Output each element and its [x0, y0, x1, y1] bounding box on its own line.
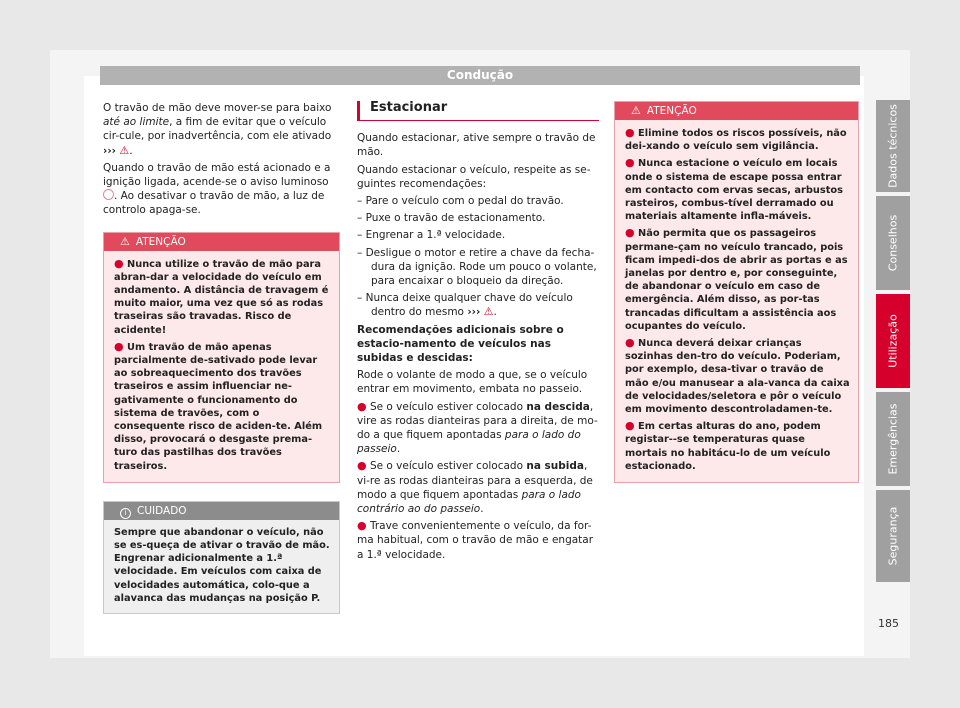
bullet-icon: ●: [357, 519, 367, 533]
paragraph-warning-light: Quando o travão de mão está acionado e a ignição ligada, acende-se o aviso luminoso . Ao desativar o travão de mão, a luz de controlo apaga-se.: [103, 161, 331, 217]
dash-item: – Pare o veículo com o pedal do travão.: [357, 195, 564, 208]
section-title: Estacionar: [357, 101, 599, 121]
column-left: [103, 101, 340, 614]
warning-box-header: ⚠ ATENÇÃO: [104, 233, 339, 251]
warning-item: ● Nunca utilize o travão de mão para abran-dar a velocidade do veículo em andamento. A distância de travagem é muito maior, uma vez que só as rodas traseiras são travadas. Risco de acidente!: [114, 256, 329, 336]
subheading: Recomendações adicionais sobre o estacio-namento de veículos nas subidas e descidas:: [357, 323, 564, 365]
dash-item: – Nunca deixe qualquer chave do veículo dentro do mesmo ››› ⚠.: [357, 292, 573, 319]
bullet-icon: ●: [625, 126, 635, 139]
warning-triangle-icon: ⚠: [119, 143, 130, 157]
bullet-icon: ●: [625, 419, 635, 433]
warning-box-body: [615, 120, 858, 482]
warning-triangle-icon: ⚠: [631, 104, 641, 117]
bullet-item: ● Trave convenientemente o veículo, da for-ma habitual, com o travão de mão e engatar a 1.ª velocidade.: [357, 519, 594, 561]
warning-item: ● Nunca estacione o veículo em locais onde o sistema de escape possa entrar em contacto com ervas secas, arbustos rasteiros, combus-tível derramado ou materiais altamente infla-máveis.: [625, 156, 843, 223]
handbrake-warning-light-icon: [103, 189, 114, 200]
dash-item: – Desligue o motor e retire a chave da fecha-dura da ignição. Rode um pouco o volante, para encaixar o bloqueio da direção.: [357, 246, 597, 288]
dash-item: – Puxe o travão de estacionamento.: [357, 212, 546, 225]
bullet-icon: ●: [625, 336, 635, 350]
page-number: 185: [878, 617, 899, 630]
bullet-item: ● Se o veículo estiver colocado na subida, vi-re as rodas dianteiras para a esquerda, de modo a que fiquem apontadas para o lado contrário ao do passeio.: [357, 459, 593, 516]
warning-box-header: ⚠ ATENÇÃO: [615, 102, 858, 120]
caution-box: [103, 501, 340, 614]
warning-box-body: [104, 251, 339, 482]
bullet-item: ● Se o veículo estiver colocado na descida, vire as rodas dianteiras para a direita, de mo-do a que fiquem apontadas para o lado do passeio.: [357, 399, 598, 456]
reference-arrows: ›››: [467, 306, 481, 319]
column-middle: [357, 101, 599, 565]
paragraph: Quando estacionar o veículo, respeite as se-guintes recomendações:: [357, 163, 591, 190]
tab-conselhos[interactable]: Conselhos: [876, 196, 910, 290]
warning-item: ● Elimine todos os riscos possíveis, não dei-xando o veículo sem vigilância.: [625, 126, 847, 153]
warning-box: [614, 101, 859, 483]
warning-item: ● Não permita que os passageiros permane-çam no veículo trancado, pois ficam impedi-dos de abrir as portas e as janelas por dentro e, por conseguinte, de abandonar o veículo em caso de emergência. Além disso, as por-tas trancadas dificultam a assistência aos ocupantes do veículo.: [625, 226, 848, 332]
warning-box: [103, 232, 340, 483]
bullet-icon: ●: [357, 459, 367, 473]
bullet-icon: ●: [114, 256, 124, 270]
paragraph-handbrake-release: O travão de mão deve mover-se para baixo até ao limite, a fim de evitar que o veículo cir-cule, por inadvertência, com ele ativado ››› ⚠.: [103, 102, 332, 157]
warning-item: ● Nunca deverá deixar crianças sozinhas den-tro do veículo. Poderiam, por exemplo, desa-tivar o travão de mão e/ou manusear a ala-vanca da caixa de velocidades/seletora e pôr o veículo em movimento descontroladamen-te.: [625, 336, 850, 416]
tab-dados-tecnicos[interactable]: Dados técnicos: [876, 100, 910, 192]
tab-emergencias[interactable]: Emergências: [876, 392, 910, 486]
warning-triangle-icon: ⚠: [483, 305, 494, 319]
bullet-icon: ●: [114, 339, 124, 353]
tab-utilizacao[interactable]: Utilização: [876, 294, 910, 388]
column-right: [614, 101, 859, 483]
caution-box-body: Sempre que abandonar o veículo, não se es-queça de ativar o travão de mão. Engrenar adicionalmente a 1.ª velocidade. Em veículos com caixa de velocidades automática, colo-que a alavanca das mudanças na posição P.: [114, 526, 330, 604]
caution-box-header: i CUIDADO: [104, 502, 339, 520]
bullet-icon: ●: [625, 226, 635, 240]
warning-item: ● Em certas alturas do ano, podem registar--se temperaturas quase mortais no habitácu-lo de um veículo estacionado.: [625, 419, 831, 472]
dash-item: – Engrenar a 1.ª velocidade.: [357, 229, 506, 242]
tab-seguranca[interactable]: Segurança: [876, 490, 910, 582]
info-circle-icon: i: [120, 508, 131, 519]
warning-triangle-icon: ⚠: [120, 234, 130, 248]
warning-item: ● Um travão de mão apenas parcialmente de-sativado pode levar ao sobreaquecimento dos travões traseiros e assim influenciar ne-gativamente o funcionamento do sistema de travões, com o consequente risco de aciden-te. Além disso, provocará o desgaste prema-turo das pastilhas dos travões traseiros.: [114, 339, 323, 472]
page-header: Condução: [100, 66, 860, 85]
bullet-icon: ●: [625, 156, 635, 170]
paragraph: Rode o volante de modo a que, se o veículo entrar em movimento, embata no passeio.: [357, 369, 588, 396]
paragraph: Quando estacionar, ative sempre o travão de mão.: [357, 132, 596, 159]
bullet-icon: ●: [357, 399, 367, 413]
reference-arrows: ›››: [103, 144, 116, 157]
